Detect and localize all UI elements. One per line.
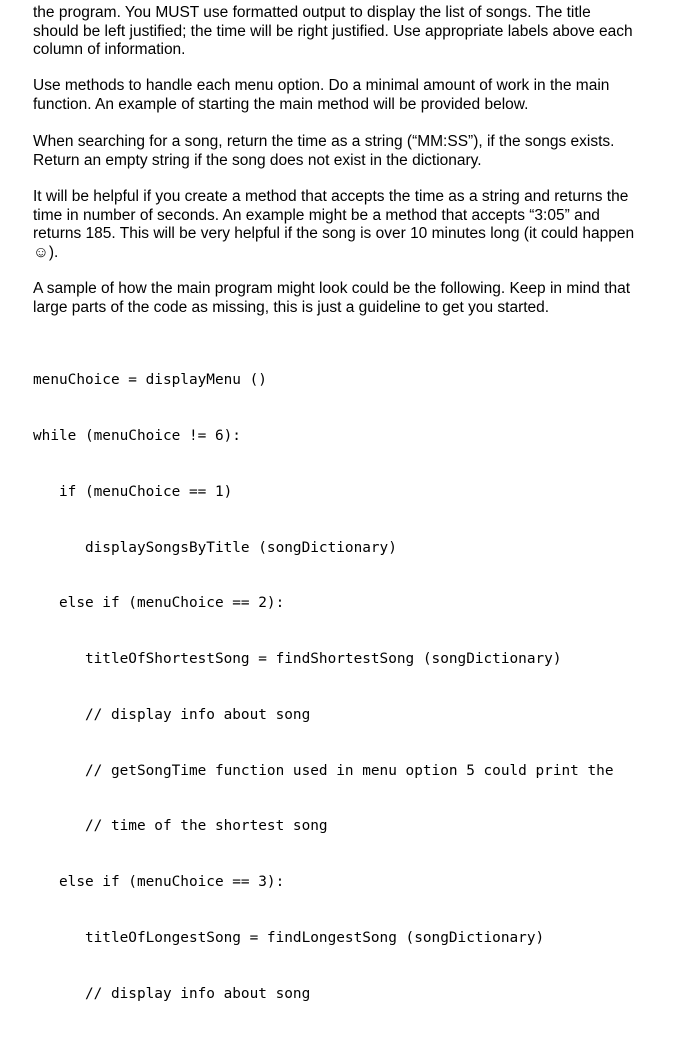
code-sample	[33, 334, 613, 1041]
paragraph-use-methods	[33, 77, 609, 114]
text-line: time in number of seconds. An example might be a method that accepts “3:05” and	[33, 206, 600, 224]
code-line: // display info about song	[33, 985, 311, 1002]
code-line: if (menuChoice == 1)	[33, 483, 233, 500]
code-line: // getSongTime function used in menu option 5 could print the	[33, 762, 614, 779]
text-line: the program. You MUST use formatted output to display the list of songs. The title	[33, 4, 591, 21]
code-line: // time of the shortest song	[33, 818, 328, 835]
paragraph-sample-program	[33, 280, 630, 317]
code-line: else if (menuChoice == 2):	[33, 595, 285, 612]
paragraph-formatted-output	[33, 4, 633, 60]
paragraph-searching-song	[33, 133, 614, 170]
code-line: titleOfShortestSong = findShortestSong (songDictionary)	[33, 651, 562, 668]
text-line: function. An example of starting the main method will be provided below.	[33, 95, 529, 113]
code-line: while (menuChoice != 6):	[33, 427, 241, 444]
text-line: Return an empty string if the song does not exist in the dictionary.	[33, 151, 482, 169]
text-line: returns 185. This will be very helpful if the song is over 10 minutes long (it could happen	[33, 225, 635, 242]
code-line: displaySongsByTitle (songDictionary)	[33, 539, 397, 556]
text-line: Use methods to handle each menu option. Do a minimal amount of work in the main	[33, 77, 610, 94]
text-line: A sample of how the main program might look could be the following. Keep in mind that	[33, 280, 631, 297]
code-line: menuChoice = displayMenu ()	[33, 372, 267, 389]
code-line: else if (menuChoice == 3):	[33, 874, 285, 891]
code-line: titleOfLongestSong = findLongestSong (songDictionary)	[33, 930, 545, 946]
text-line: It will be helpful if you create a method that accepts the time as a string and returns the	[33, 188, 629, 205]
text-line: column of information.	[33, 41, 186, 58]
paragraph-time-conversion	[33, 188, 634, 262]
text-line: should be left justified; the time will be right justified. Use appropriate labels above each	[33, 22, 633, 40]
text-line: large parts of the code as missing, this is just a guideline to get you started.	[33, 298, 550, 316]
code-line: // display info about song	[33, 706, 311, 723]
text-line: When searching for a song, return the time as a string (“MM:SS”), if the songs exists.	[33, 133, 615, 150]
text-line: ☺).	[33, 243, 59, 261]
